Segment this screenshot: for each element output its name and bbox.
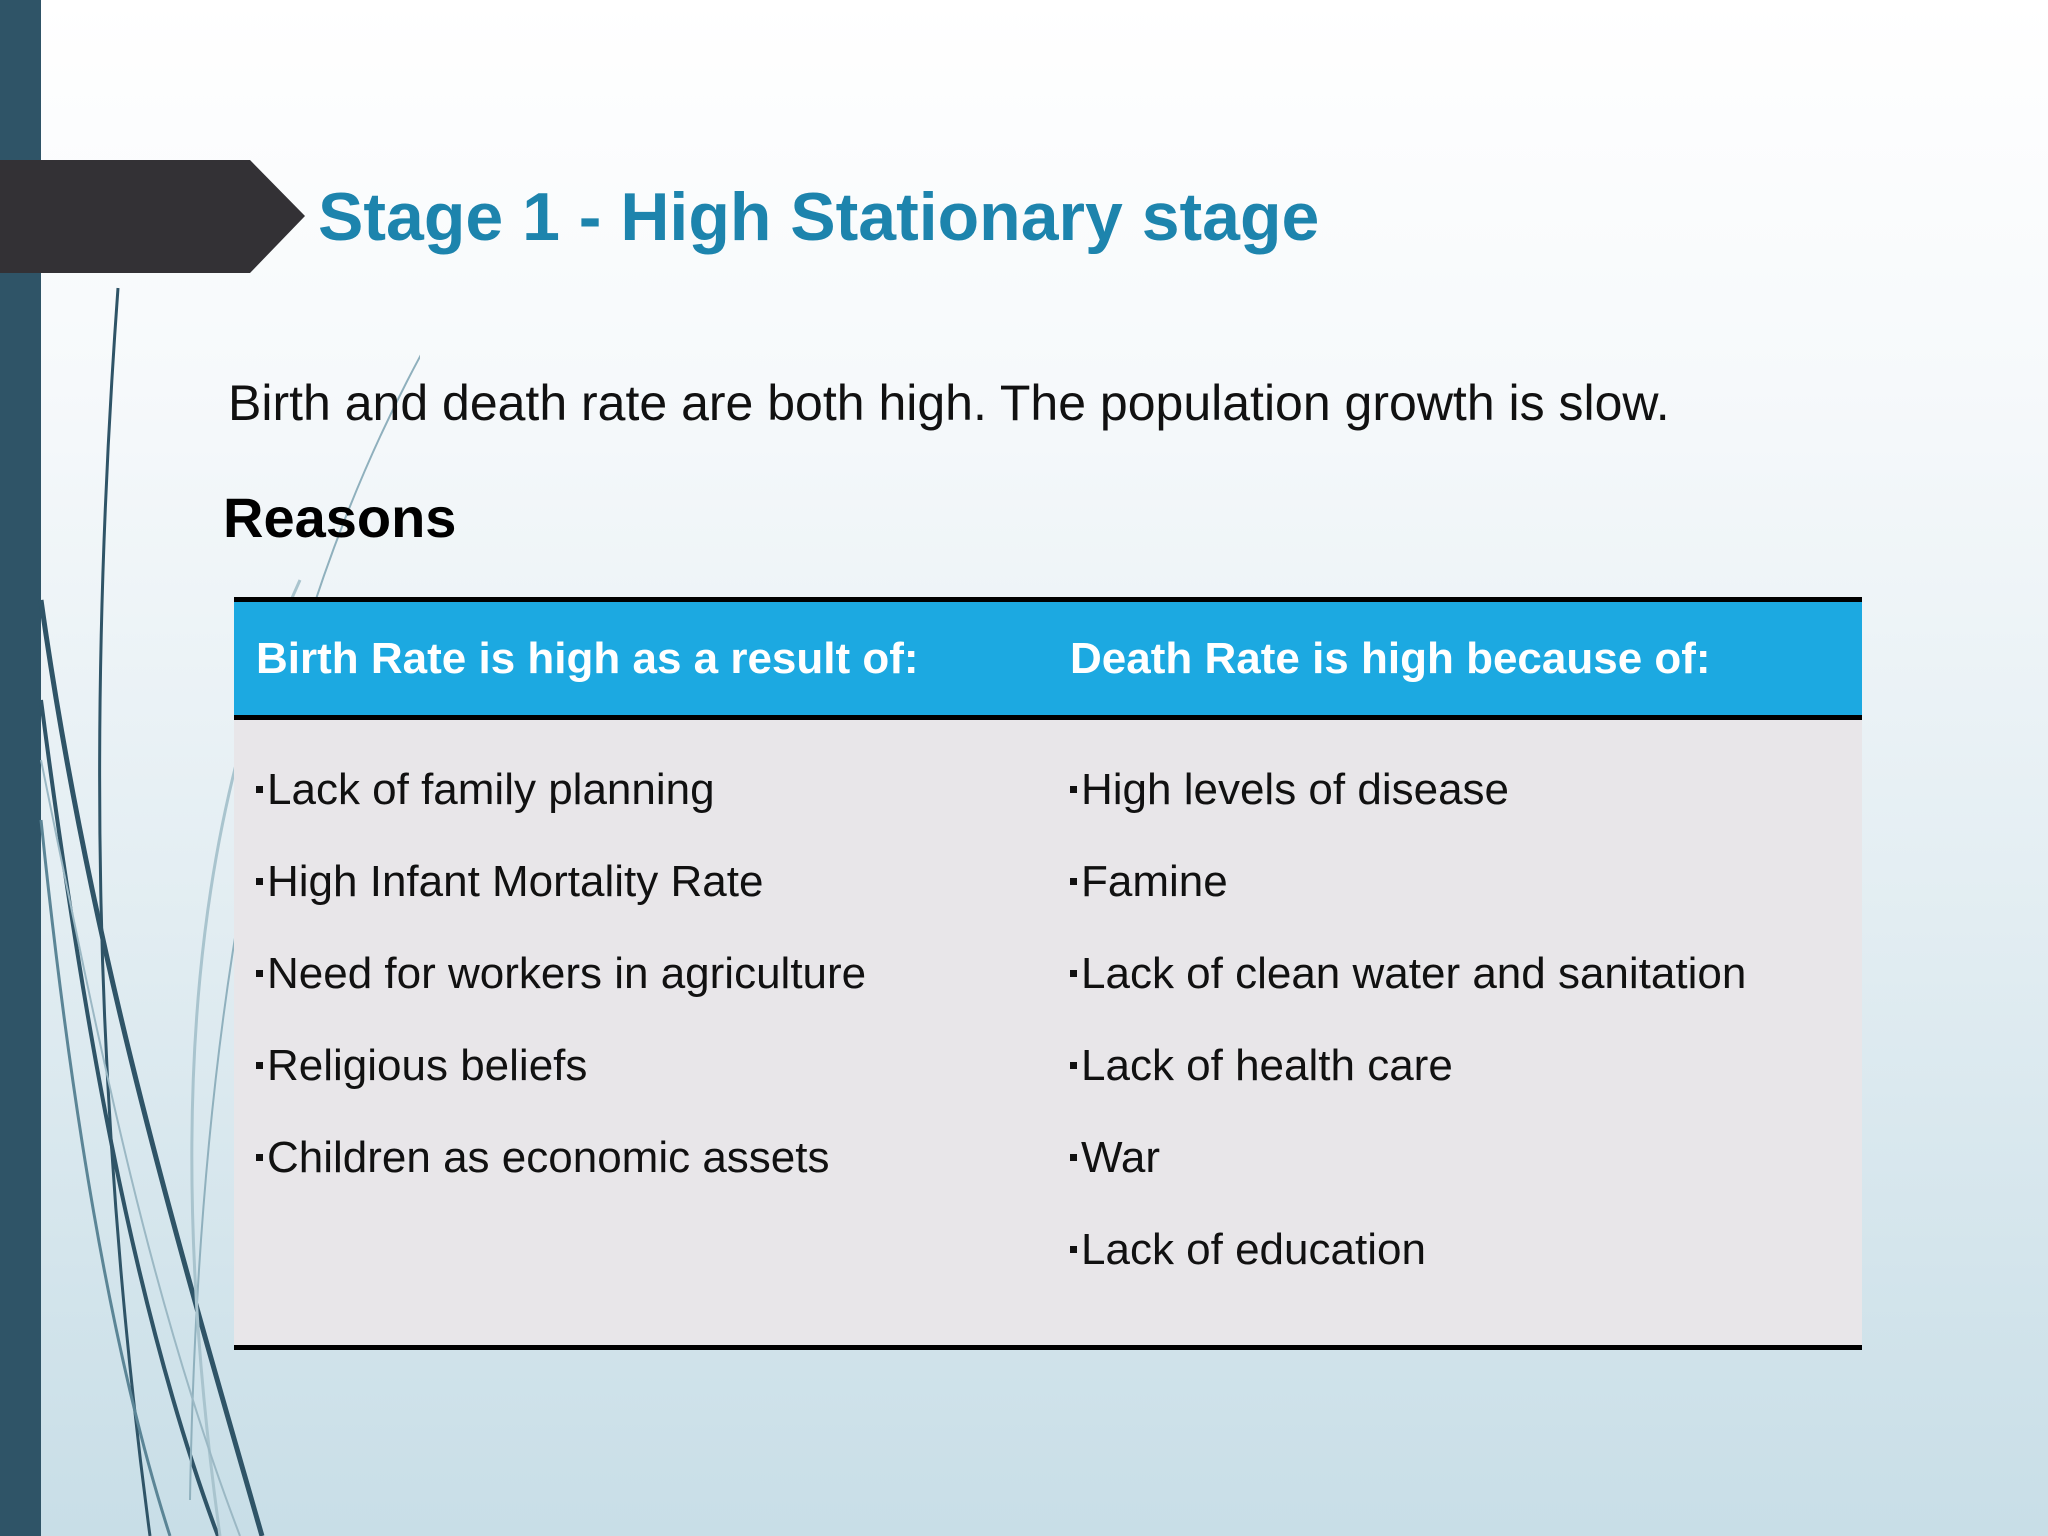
reasons-heading: Reasons	[223, 486, 457, 549]
square-bullet-icon	[256, 970, 263, 977]
list-item	[1070, 1112, 1862, 1204]
list-item	[256, 1112, 1048, 1204]
death-rate-list	[1070, 744, 1862, 1296]
list-item	[1070, 928, 1862, 1020]
list-item	[256, 836, 1048, 928]
square-bullet-icon	[1070, 970, 1077, 977]
list-item	[1070, 1020, 1862, 1112]
list-item-text: High levels of disease	[1081, 765, 1510, 814]
intro-text: Birth and death rate are both high. The population growth is slow.	[228, 375, 1670, 431]
square-bullet-icon	[256, 786, 263, 793]
square-bullet-icon	[256, 878, 263, 885]
death-rate-cell	[1048, 718, 1862, 1348]
list-item-text: Lack of family planning	[267, 765, 715, 814]
square-bullet-icon	[1070, 878, 1077, 885]
list-item	[1070, 836, 1862, 928]
square-bullet-icon	[1070, 1154, 1077, 1161]
list-item	[256, 1020, 1048, 1112]
list-item-text: Religious beliefs	[267, 1041, 588, 1090]
birth-rate-header: Birth Rate is high as a result of:	[234, 600, 1048, 718]
list-item-text: Children as economic assets	[267, 1133, 830, 1182]
list-item-text: Lack of clean water and sanitation	[1081, 949, 1747, 998]
birth-rate-list	[256, 744, 1048, 1204]
square-bullet-icon	[1070, 1246, 1077, 1253]
table-body-row	[234, 718, 1862, 1348]
square-bullet-icon	[256, 1154, 263, 1161]
list-item-text: War	[1081, 1133, 1161, 1182]
list-item	[256, 928, 1048, 1020]
list-item-text: Need for workers in agriculture	[267, 949, 867, 998]
birth-rate-cell	[234, 718, 1048, 1348]
square-bullet-icon	[1070, 786, 1077, 793]
death-rate-header: Death Rate is high because of:	[1048, 600, 1862, 718]
list-item-text: Famine	[1081, 857, 1228, 906]
title-arrow-shape	[0, 160, 305, 273]
square-bullet-icon	[256, 1062, 263, 1069]
list-item-text: Lack of education	[1081, 1225, 1426, 1274]
list-item-text: Lack of health care	[1081, 1041, 1453, 1090]
reasons-table	[234, 597, 1862, 1350]
list-item	[1070, 1204, 1862, 1296]
slide-title: Stage 1 - High Stationary stage	[318, 179, 1320, 255]
list-item-text: High Infant Mortality Rate	[267, 857, 764, 906]
square-bullet-icon	[1070, 1062, 1077, 1069]
table-header-row	[234, 600, 1862, 718]
list-item	[1070, 744, 1862, 836]
list-item	[256, 744, 1048, 836]
